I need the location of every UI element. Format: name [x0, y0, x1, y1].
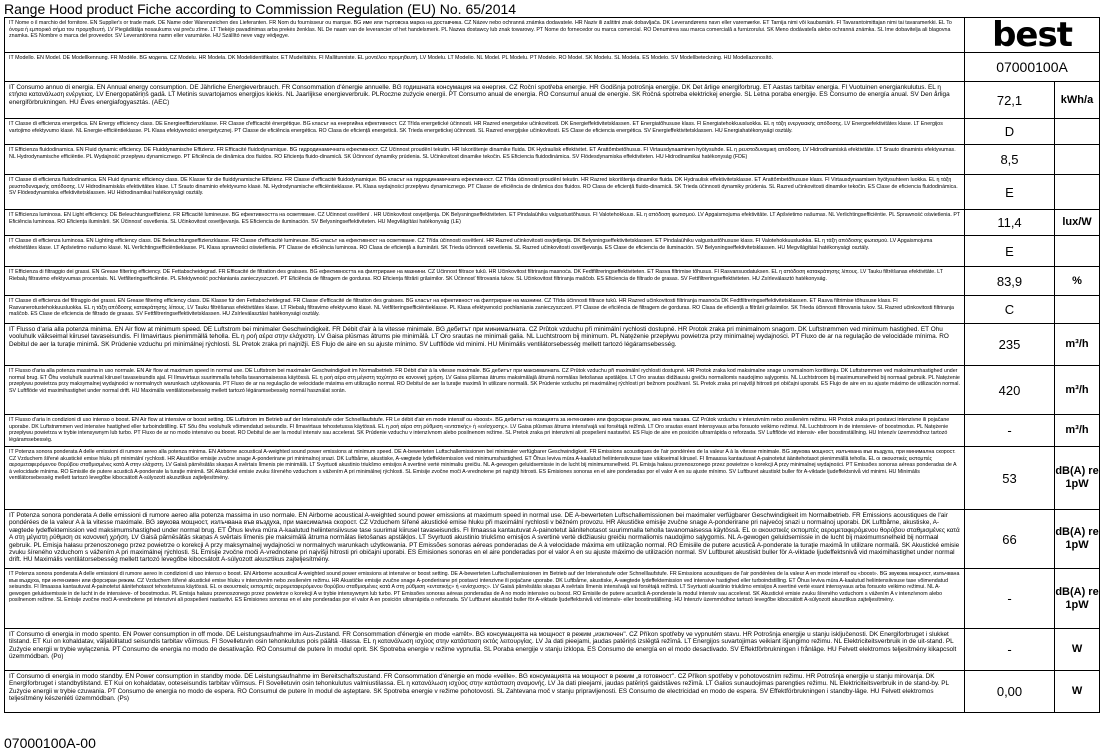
- row-description: [5, 324, 965, 366]
- fde-value: 8,5: [965, 145, 1055, 175]
- noise-boost-unit: dB(A) re 1pW: [1055, 569, 1100, 629]
- description-text: IT Classe di efficienza fluidodinamica. EN Fluid dynamic efficiency class. DE Klasse für die fluiddynamische Effizienz. FR Classe d'efficacité fluidodynamique. BG класът на гидродинамичната ефективност. CZ Třída účinnosti proudění tekutin. HR Razred iskorištenja dinamike fluida. DK Hydraulisk effektivitetsklasse. ET Ärattõmbetõhususe klass. FI Virtausdynaamisen hyötysuhteen luokka. EL η τάξη ρευστοδυναμικής απόδοσης. LV Hidrodinamiskās efektivitātes klase. LT Srauto dinaminio efektyvumo klasė. NL Hydrodynamische efficiëntieklasse. PL Klasa wydajności przepływu dynamicznego. PT Classe de eficiência de dinâmica dos fluidos. RO Clasa de eficiență fluido-dinamică. SK Trieda účinnosti dynamiky prúdenia. SL Razred učinkovitosti dinamike tekočin. ES Clase de eficiencia fluidodinámica. SV Flödesdynamiska effektivitetsklassen. HU Hidrodinamikai hatékonysági osztály.: [9, 177, 958, 197]
- row-description: [5, 629, 965, 671]
- fiche-row-le-class: [5, 236, 1100, 267]
- airflow-boost-unit: m³/h: [1055, 415, 1100, 447]
- fiche-row-gfe-class: [5, 296, 1100, 324]
- gfe-class-unit: [1055, 296, 1100, 324]
- row-description: [5, 236, 965, 267]
- description-text: IT Efficienza di filtraggio dei grassi. EN Grease filtering efficiency. DE Fettabscheidegrad. FR Efficacité de filtration des graisses. BG ефективността на филтриране на мазнини. CZ Účinnost filtrace tuků. HR Učinkovitost filtriranja masnoća. DK Fedtfiltreringseffektiviteten. ET Rasva filtrimise tõhusus. FI Rasvansuodatuksen. EL η απόδοση κατακράτησης λίπους. LV Tauku filtrēšanas efektivitāte. LT Riebalų filtravimo efektyvumas procentais. NL Vetfilteringsefficiëntie. PL Efektywność pochłaniania zanieczyszczeń. PT Eficiência de filtragem de gorduras. RO Eficiența filtrării grăsimilor. SK Účinnosť filtrovania tukov. SL Učinkovitost filtriranja maščob. ES Eficiencia de filtrado de grasas. SV Fettfiltreringseffektiviteten. HU Zsírleválasztó hatékonyság.: [9, 269, 943, 282]
- airflow-max-value: 420: [965, 366, 1055, 415]
- le-class-value: E: [965, 236, 1055, 267]
- power-off-unit: W: [1055, 629, 1100, 671]
- fiche-row-annual-energy: [5, 82, 1100, 119]
- description-text: IT Classe di efficienza energetica. EN Energy efficiency class. DE Energieeffizienzklasse. FR Classe d'efficacité énergétique. BG класът на енергийна ефективност. CZ Třída energetické účinnosti. HR Razred energetske učinkovitosti. DK Energieffektivitetsklassen. ET Energiatõhususe klass. FI Energiatehokkuusluokka. EL η τάξη ενεργειακής απόδοσης. LV Energoefektivitātes klase. LT Energijos vartojimo efektyvumo klasė. NL Energie-efficiëntieklasse. PL Klasa efektywności energetycznej. PT Classe de eficiência energética. RO Clasa de eficiență energetică. SK Trieda energetickej účinnosti. SL Razred energijske učinkovitosti. ES Clase de eficiencia energética. SV Energieffektivitetsklassen. HU Energiahatékonysági osztály.: [9, 121, 943, 134]
- row-description: [5, 296, 965, 324]
- gfe-value: 83,9: [965, 267, 1055, 296]
- footer-code: 07000100A-00: [4, 735, 96, 751]
- airflow-min-unit: m³/h: [1055, 324, 1100, 366]
- noise-min-unit: dB(A) re 1pW: [1055, 447, 1100, 510]
- row-description: [5, 415, 965, 447]
- row-description: [5, 267, 965, 296]
- fiche-row-noise-boost: [5, 569, 1100, 629]
- fiche-row-model: [5, 53, 1100, 82]
- description-text: IT Efficienza luminosa. EN Light efficiency. DE Beleuchtungseffizienz. FR Efficacité lumineuse. BG ефективността на осветяване. CZ Účinnost osvětlení . HR Učinkovitost osvjetljenja. DK Belysningseffektiviteten. ET Pindalaühiku valgustustõhusus. FI Valotehokkuus. EL η απόδοση φωτισμού. LV Apgaismojuma efektivitāte. LT Apšvietimo našumas. NL Verlichtingsefficiëntie. PL Sprawność oświetlenia. PT Eficiência luminosa. RO Eficiența iluminării. SK Účinnosť osvetlenia. SL Učinkovitost osvetljevanja. ES Eficiencia de iluminación. SV Belysningseffektiviteten. HU Megvilágítási hatékonyság (LE): [9, 212, 960, 225]
- fiche-table: [4, 17, 1100, 713]
- fde-class-value: E: [965, 175, 1055, 210]
- power-standby-value: 0,00: [965, 671, 1055, 713]
- fiche-row-power-off: [5, 629, 1100, 671]
- description-text: IT Classe di efficienza luminosa. EN Lighting efficiency class. DE Beleuchtungseffizienzklasse. FR Classe d'efficacité lumineuse. BG класът на ефективност на осветяване. CZ Třída účinnosti osvětlení. HR Razred učinkovitosti osvjetljenja. DK Belysningseffektivitetsklassen. ET Pindalaühiku valgustustõhususe klass. FI Valotehokkuusluokka. EL η τάξη απόδοσης φωτισμού. LV Apgaismojuma efektivitātes klase. LT Apšvietimo našumo klasė. NL Verlichtingsefficiëntieklasse. PL Klasa sprawności oświetlenia. PT Classe de eficiência luminosa. RO Clasa de eficiență a iluminării. SK Trieda účinnosti osvetlenia. SL Razred učinkovitosti osvetljevanja. ES Clase de eficiencia de iluminación. SV Belysningseffektivitetsklassen. HU Megvilágítási hatékonysági osztály.: [9, 238, 933, 251]
- row-description: [5, 671, 965, 713]
- description-text: IT Potenza sonora ponderata A delle emissioni di rumore aereo alla potenza massima in uso normale. EN Airborne acoustical A-weighted sound power emissions at maximum speed in normal use. DE A-bewerteten Luftschallemissionen bei maximaler verfügbarer Geschwindigkeit im Normalbetrieb. FR Emissions acoustiques de l'air pondérées de la valeur A à la vitesse maximale. BG звукова мощност, излъчвана във въздуха, при максимална скорост. CZ Vzduchem šířené akustické emise hluku při maximální rychlosti v běžném provozu. HR Akustičke emisije zvučne snage A-ponderirane pri najvećoj snazi u normalnoj uporabi. DK Luftbårne, akustiske, A-vægtede lydeffektemission ved maksimumshastighed under normal brug. ET Õhus leviva müra A-kaalutud heliintensiivsuse tase suurimal kiirusel tavaseisundis. FI Ilmaassa kantautuvat A-painotetut äänitehotasot suurimmalla teholla tavanomaisessa käytössä. EL οι ακουστικές εκπομπές αερομεταφερόμενου θορύβου σταθμισμένες κατά Α στη μέγιστη ρύθμιση σε κανονική χρήση. LV Gaisā pārnēsātās skaņas A svērtais līmenis pie maksimālā ātruma normālas lietošanas apstākļos. LT Svyrtuoti akustinio triukšmo emisijos A svertinė vertė didžiausiu greičiu normaliomis naudojimo sąlygomis. NL A-gewogen geluidsemissie in de lucht bij maximumsnelheid bij normaal gebruik. PL Emisja hałasu przenoszonego przez powietrze o korekcji A przy maksymalnej wydajności w normalnych warunkach użytkowania. PT Emissões sonoras aéreas ponderadas de A à velocidade máxima em utilização normal. RO Emisiile de putere acustică A-ponderate la turaţie maximă în utilizare normală. SK Akustické emisie zvuku šíreného vzduchom s vážením A pri maximálnej rýchlosti. SL Emisije zvočne moči A-vrednotene pri najvišji hitrosti pri običajni uporabi. ES Emisiones sonoras en el aire ponderadas por el valor A en su ajuste máximo de utilización normal. SV Luftburet akustiskt buller för A-viktade ljudeffektsnivå vid maximihastighet under normal drift. HU Maximális ventilátorsebesség mellett tartozó levegőbe kibocsátott A-súlyozott akusztikus zajteljesítmény.: [9, 512, 960, 564]
- fiche-row-fde: [5, 145, 1100, 175]
- le-class-unit: [1055, 236, 1100, 267]
- description-text: IT Potenza sonora ponderata A delle emissioni di rumore aereo in condizioni di uso intenso o boost. EN Airborne acoustical A-weighted sound power emissions at intensive or boost setting. DE A-bewerteten Luftschallemissionen im Betrieb auf der Intensivstufe oder Schnelllaufstufe. FR Emissions acoustiques de l'air pondérées de la valeur A en mode intensif ou «boost». BG звукова мощност, излъчвана във въздуха, при интензивен или форсиран режим. CZ Vzduchem šířené akustické emise hluku v intenzivním nebo zesíleném režimu. HR Akustičke emisije zvučne snage A-ponderirane pri postavci intenzivne ili pojačane uporabe. DK Luftbårne, akustiske, A-vægtede lydeffektemission ved intensive hastighed eller turboindstilling. ET Õhus leviva müra A-kaalutud heliintensiivsuse tase võimendatud seisundis. FI Ilmaassa kantautuvat A-painotetut äänitehotasot tehostetussa käytössä. EL οι ακουστικές εκπομπές αερομεταφερόμενου θορύβου σταθμισμένες κατά Α στη ρύθμιση «εντατικής» ή «ενίσχυσης». LV Gaisā pārnēsātās skaņas A svērtais līmenis intensīvajā vai forsētajā režīmā. LT Svyrtuoti akustinio triukšmo emisijos A svertinė vertė esant intensyvaus arba forsuoto veikimo režimui. NL A-gewogen geluidsemissie in de lucht in de intensieve- of boostmodus. PL Emisja hałasu przenoszonego przez powietrze o korekcji A w trybie intensywnym lub turbo. PT Emissões sonoras aéreas ponderadas de A no modo intensivo ou boost. RO Emisiile de putere acustică A-ponderate la modul intensiv sau accelerat. SK Akustické emisie zvuku šíreného vzduchom s vážením A v intenzívnom alebo posilnenom režime. SL Emisije zvočne moči A-vrednotene pri intenzivni ali pospešeni nastavitvi. ES Emisiones sonoras en el aire ponderadas por el valor A en posición ultrarrápida o reforzada. SV Luftburet akustiskt buller för A-viktade ljudeffektsnivå vid intensiv- eller boostinställning. HU Intenzív üzemmódhoz tartozó levegőbe kibocsátott A-súlyozott akusztikus zajteljesítmény.: [9, 571, 960, 604]
- description-text: IT Potenza sonora ponderata A delle emissioni di rumore aereo alla potenza minima. EN Airborne acoustical A-weighted sound power emissions at minimum speed. DE A-bewerteten Luftschallemissionen bei minimaler verfügbarer Geschwindigkeit. FR Emissions acoustiques de l'air pondérées de la valeur A à la vitesse minimale. BG звукова мощност, излъчвана във въздуха, при минимална скорост. CZ Vzduchem šířené akustické emise hluku při minimální rychlosti. HR Akustičke emisije zvučne snage A-ponderirane pri minimalnoj snazi. DK Luftbårne, akustiske, A-vægtede lydeffektemission ved minimumshastighed. ET Õhus leviva müra A-kaalutud heliintensiivsuse tase väikseimal kiirusel. FI Ilmaassa kantautuvat A-painotetut äänitehotasot pienimmällä teholla. EL οι ακουστικές εκπομπές αερομεταφερόμενου θορύβου σταθμισμένες κατά Α στην ελάχιστη. LV Gaisā pārnēsātās skaņas A svērtais līmenis pie minimālā. LT Svyrtuoti akustinio triukšmo emisijos A svertinė vertė minimaliu greičiu. NL A-gewogen geluidsemissie in de lucht bij minimumsnelheid. PL Emisja hałasu przenoszonego przez powietrze o korekcji A przy minimalnej wydajności. PT Emissões sonoras aéreas ponderadas de A à velocidade mínima. RO Emisiile de putere acustică A-ponderate la turaţie minimă. SK Akustické emisie zvuku šíreného vzduchom s vážením A pri minimálnej rýchlosti. SL Emisije zvočne moči A-vrednotene pri najnižji hitrosti. ES Emisiones sonoras en el aire ponderadas por el valor A en su ajuste mínimo. SV Luftburet akustiskt buller för A-viktade ljudeffektsnivå vid minimi. HU Minimális ventilátorsebesség mellett tartozó levegőbe kibocsátott A-súlyozott akusztikus zajteljesítmény.: [9, 449, 957, 482]
- description-text: IT Efficienza fluidodinamica. EN Fluid dynamic efficiency. DE Fluiddynamische Effizienz. FR Efficacité fluidodynamique. BG гидродинамичната ефективност. CZ Účinnost proudění tekutin. HR Iskorištenje dinamike fluida. DK Hydraulisk effektivitet. ET Ärattõmbetõhusus. FI Virtausdynaaminen hyötysuhde. EL η ρευστοδυναμική απόδοση. LV Hidrodinamiskā efektivitāte. LT Srauto dinaminis efektyvumas. NL Hydrodynamische efficiëntie. PL Wydajność przepływu dynamicznego. PT Eficiência de dinâmica dos fluidos. RO Eficiența fluido-dinamică. SK Účinnosť dynamiky prúdenia. SL Učinkovitost dinamike tekočin. ES Eficiencia fluidodinámica. SV Flödesdynamiska effektiviteten. HU Hidrodinamikai hatékonyság (FDE): [9, 147, 956, 160]
- fde-class-unit: [1055, 175, 1100, 210]
- model-value: 07000100A: [965, 53, 1100, 82]
- fiche-row-le: [5, 210, 1100, 236]
- row-description: [5, 510, 965, 569]
- description-text: IT Flusso d'aria alla potenza massima in uso normale. EN Air flow at maximum speed in normal use. DE Luftstrom bei maximaler Geschwindigkeit im Normalbetrieb. FR Débit d'air à la vitesse maximale. BG дебитът при максималната. CZ Průtok vzduchu při maximální rychlosti dostupné. HR Protok zraka kod maksimalne snage u normalnom korištenju. DK Luftstrømmen ved maksimumhastighed under normal brug. ET Õhu vooluhulk suurimal kiirusel tavaseisundis ajal. FI Ilmavirtaus suurimmalla teholla tavanomaisessa käytössä. EL η ροή αέρα στη μέγιστη ταχύτητα σε κανονική χρήση. LV Gaisa plūsmas ātrums maksimālajā ātrumā normālas lietošanas apstākļos. LT Oro srautas didžiausiu greičiu normaliomis naudojimo sąlygomis. NL Luchtstroom bij maximumsnelheid bij normaal gebruik. PL Natężenie przepływu powietrza przy maksymalnej wydajności w normalnych warunkach użytkowania. PT Fluxo de ar na regulação de velocidade máxima em utilização normal. RO Debitul de aer la turaţie maximă în utilizare normală. SK Prúdenie vzduchu pri maximálnej rýchlosti pri bežnom používaní. SL Pretok zraka pri najvišji hitrosti pri običajni uporabi. ES Flujo de aire en su ajuste máximo de utilización normal. SV Luftflöde vid maximihastighet under normal drift. HU Maximális ventilátorsebesség mellett tartozó légáramsebesség normál használat során.: [9, 368, 960, 394]
- row-description: [5, 145, 965, 175]
- fiche-row-noise-min: [5, 447, 1100, 510]
- description-text: IT Consumo di energia in modo standby. EN Power consumption in standby mode. DE Leistungsaufnahme im Bereitschaftszustand. FR Consommation d'énergie en mode «veille». BG консумацията на мощност в режим „в готовност". CZ Příkon spotřeby v pohotovostním režimu. HR Potrošnja energije u stanju mirovanja. DK Energiforbruget i standbytilstand. ET Kui on kohaldatav, ooteseisundis tarbitav võimsus. FI Sovelletuvin osin tehonkulutus valmiustilassa. EL η κατανάλωση ισχύος στην κατάσταση αναμονής. LV Ja dati pieejami, jaudas patēriņš gaidstāves režīmā. LT Galios sunaudojimas parengties režimu. NL Elektriciteitsverbruik in de stand-by. PL Zużycie energii w trybie czuwania. PT Consumo de energia no modo de espera. RO Consumul de putere în modul de aşteptare. SK Spotreba energie v režime pohotovosti. SL Zahtevana moč v stanju pripravljenosti. ES Consumo de electricidad en modo de espera. SV Effektförbrukningen i standby-läge. HU Felvett elektromos teljesítmény készenléti üzemmódban. (Ps): [9, 673, 949, 703]
- fiche-row-power-standby: [5, 671, 1100, 713]
- row-description: [5, 53, 965, 82]
- fiche-row-gfe: [5, 267, 1100, 296]
- energy-class-unit: [1055, 119, 1100, 145]
- fiche-row-noise-max: [5, 510, 1100, 569]
- description-text: IT Nome o il marchio del fornitore. EN Supplier's or trade mark. DE Name oder Warenzeichen des Lieferanten. FR Nom du fournisseur ou marque. BG име или търговска марка на доставчика. CZ Název nebo ochranná známka dodavatele. HR Naziv ili zaštitni znak dobavljača. DK Leverandørens navn eller varemærke. ET Tarnija nimi või kaubamärk. FI Tavarantoimittajan nimi tai tavaramerkki. EL Το όνομα ή εμπορικό σήμα του προμηθευτή. LV Piegādātāja nosaukums vai preču zīme. LT Tiekėjo pavadinimas arba prekės ženklas. NL De naam van de leverancier of het handelsmerk. PL Nazwa dostawcy lub znak towarowy. PT Nome do fornecedor ou marca comercial. RO Denumirea sau marca comercială a furnizorului. SK Meno dodávateľa alebo ochranná známka. SL Ime dobavitelja ali blagovna znamka. ES Nombre o marca del proveedor. SV Leverantörens namn eller varumärke. HU Szállító neve vagy védjegye.: [9, 20, 952, 40]
- annual-energy-unit: kWh/a: [1055, 82, 1100, 119]
- airflow-boost-value: -: [965, 415, 1055, 447]
- fiche-body: [5, 18, 1100, 713]
- airflow-max-unit: m³/h: [1055, 366, 1100, 415]
- annual-energy-value: 72,1: [965, 82, 1055, 119]
- power-off-value: -: [965, 629, 1055, 671]
- description-text: IT Modello. EN Model. DE Modellkennung. FR Modèle. BG модела. CZ Modelu. HR Modela. DK Modelidentifikator. ET Mudelitähis. FI Mallitunniste. EL μοντέλου προμηθευτή. LV Modelu. LT Modelio. NL Model. PL Modelu. PT Modelo. RO Model. SK Modelu. SL Modela. ES Modelo. SV Modellbeteckning. HU Modellazonosító.: [9, 55, 773, 61]
- fiche-row-fde-class: [5, 175, 1100, 210]
- noise-min-value: 53: [965, 447, 1055, 510]
- power-standby-unit: W: [1055, 671, 1100, 713]
- fiche-row-airflow-boost: [5, 415, 1100, 447]
- noise-max-unit: dB(A) re 1pW: [1055, 510, 1100, 569]
- row-description: [5, 82, 965, 119]
- row-description: [5, 18, 965, 53]
- row-description: [5, 119, 965, 145]
- energy-class-value: D: [965, 119, 1055, 145]
- brand-logo: best: [992, 17, 1072, 53]
- gfe-unit: %: [1055, 267, 1100, 296]
- row-description: [5, 210, 965, 236]
- le-unit: lux/W: [1055, 210, 1100, 236]
- fiche-row-energy-class: [5, 119, 1100, 145]
- row-description: [5, 569, 965, 629]
- row-description: [5, 366, 965, 415]
- le-value: 11,4: [965, 210, 1055, 236]
- row-description: [5, 175, 965, 210]
- brand-logo-cell: [965, 18, 1100, 53]
- fiche-row-airflow-max: [5, 366, 1100, 415]
- description-text: IT Consumo annuo di energia. EN Annual energy consumption. DE Jährliche Energieverbrauch. FR Consommation d'énergie annuelle. BG годишната консумация на енергия. CZ Roční spotřeba energie. HR Godišnja potrošnja energije. DK Det årlige energiforbrug. ET Aastas tarbitav energia. FI Vuotuinen energiankulutus. EL η ετήσια κατανάλωση ενέργειας. LV Energopatēriņš gadā. LT Metinis suvartojamos energijos kiekis. NL Jaarlijkse energieverbruik. PLRoczne zużycie energii. PT Consumo anual de energia. RO Consumul anual de energie. SK Ročná spotreba elektrickej energie. SL Letna poraba energije. ES Consumo de energía anual. SV Den årliga energiförbrukningen. HU Éves energiafogyasztás. (AEC): [9, 84, 950, 106]
- fiche-row-airflow-min: [5, 324, 1100, 366]
- gfe-class-value: C: [965, 296, 1055, 324]
- row-description: [5, 447, 965, 510]
- description-text: IT Classe di efficienza del filtraggio dei grassi. EN Grease filtering efficiency class. DE Klasse für den Fettabscheidegrad. FR Classe d'efficacité de filtration des graisses. BG класът на ефективност на филтриране на мазнини. CZ Třída účinnosti filtrace tuků. HR Razred učinkovitosti filtriranja masnoća DK Fedtfiltreringseffektivitetsklassen. ET Rasva filtrimise tõhususe klass. FI Rasvanerotustehokkuusluokka. EL η τάξη απόδοσης κατακράτησης λίπους. LV Tauku filtrēšanas efektivitātes klase. LT Riebalų filtravimo efektyvumo klasė. NL Vetfilteringsefficiëntieklasse. PL Klasa efektywności pochłaniania zanieczyszczeń. PT Classe de eficiência de filtragem de gorduras. RO Clasa de eficiență a filtrării grăsimilor. SK Trieda účinnosti filtrovania tukov. SL Razred učinkovitosti filtriranja maščob. ES Clase de eficiencia de filtrado de grasas. SV Fettfiltreringseffektivitetsklassen. HU Zsírleválasztási hatékonysági osztály.: [9, 298, 954, 318]
- fde-unit: [1055, 145, 1100, 175]
- description-text: IT Consumo di energia in modo spento. EN Power consumption in off mode. DE Leistungsaufnahme im Aus-Zustand. FR Consommation d'énergie en mode «arrêt». BG консумацията на мощност в режим „изключен". CZ Příkon spotřeby ve vypnutém stavu. HR Potrošnja energije u stanju isključenosti. DK Energiforbruget i slukket tilstand. ET Kui on kohaldatav, väljalülitatud seisundis tarbitav võimsus. FI Sovelletuvin osin tehonkulutus pois päältä -tilassa. EL η κατανάλωση ισχύος στην κατάσταση εκτός λειτουργίας. LV Ja dati pieejami, jaudas patēriņš izslēgtā režīmā. LT Energijos suvartojimas veikiant išjungimo režimu. NL Elektriciteitsverbruik in de uit-stand. PL Zużycie energii w trybie wyłączenia. PT Consumo de energia no modo de desativação. RO Consumul de putere în modul oprit. SK Spotreba energie v režime vypnutia. SL Poraba energije v stanju izklopa. ES Consumo de energía en el modo desactivado. SV Effektförbrukningen i frånläge. HU Felvett elektromos teljesítmény kikapcsolt üzemmódban. (Po): [9, 631, 957, 661]
- airflow-min-value: 235: [965, 324, 1055, 366]
- description-text: IT Flusso d'aria in condizioni di uso intenso o boost. EN Air flow at intensive or boost setting. DE Luftstrom im Betrieb auf der Intensivstufe oder Schnelllaufstufe. FR Le débit d'air en mode intensif ou «boost». BG дебитът на позицията за интензивен или форсиран режим, ако има такава. CZ Průtok vzduchu v intenzivním nebo zesíleném režimu. HR Protok zraka pri postavci intenzivne ili pojačane uporabe. DK Luftstrømmen ved intensive hastighed eller turboindstilling. ET Sõu õhu vooluhulk võimendatud seisundis. FI Ilmavirtaus tehostetussa käytössä. EL η ροή αέρα στη ρύθμιση «εντατικής» ή «ενίσχυσης». LV Gaisa plūsmas ātrums intensīvajā vai forsētajā režīmā. LT Oro srautas esant intensyvaus arba forsuoto veikimo režimui. NL Luchtstroom in de intensieve- of boostmodus. PL Natężenie przepływu powietrza w trybie intensywnym lub turbo. PT Fluxo de ar no modo intensivo ou boost. RO Debitul de aer la modul intensiv sau accelerat. SK Prúdenie vzduchu v intenzívnom alebo posilnenom režime. SL Pretok zraka pri intenzivni ali pospešeni nastavitvi. ES Flujo de aire en posición ultrarrápida o reforzada. SV Luftflöde vid intensiv- eller boostinställning. HU Intenzív üzemmódhoz tartozó légáramsebesség.: [9, 417, 950, 443]
- fiche-row-supplier: [5, 18, 1100, 53]
- description-text: IT Flusso d'aria alla potenza minima. EN Air flow at minimum speed. DE Luftstrom bei minimaler Geschwindigkeit. FR Débit d'air à la vitesse minimale. BG дебитът при минималната. CZ Průtok vzduchu při minimální rychlosti dostupné. HR Protok zraka pri minimalnom snagom. DK Luftstrømmen ved minimum hastighed. ET Õhu vooluhulk väikseimal kiirusel tavaseisundis. FI Ilmavirtaus pienimmällä teholla. EL η ροή αέρα στην ελάχιστη. LV Gaisa plūsmas ātrums pie minimālā. LT Oro srautas ne minimali galia. NL Luchtstroom bij minimum. PL Natężenie przepływu powietrza przy minimalnej wydajności. PT Fluxo de ar na regulação de velocidade mínima. RO Debitul de aer la turaţie minimă. SK Prúdenie vzduchu pri minimálnej rýchlosti. SL Pretok zraka pri najnižji. ES Flujo de aire en su ajuste mínimo. SV Luftflöde vid minimi. HU Minimális ventilátorsebesség mellett tartozó légáramsebesség.: [9, 326, 949, 348]
- noise-boost-value: -: [965, 569, 1055, 629]
- page-title: Range Hood product Fiche according to Commission Regulation (EU) No. 65/2014: [4, 1, 517, 17]
- noise-max-value: 66: [965, 510, 1055, 569]
